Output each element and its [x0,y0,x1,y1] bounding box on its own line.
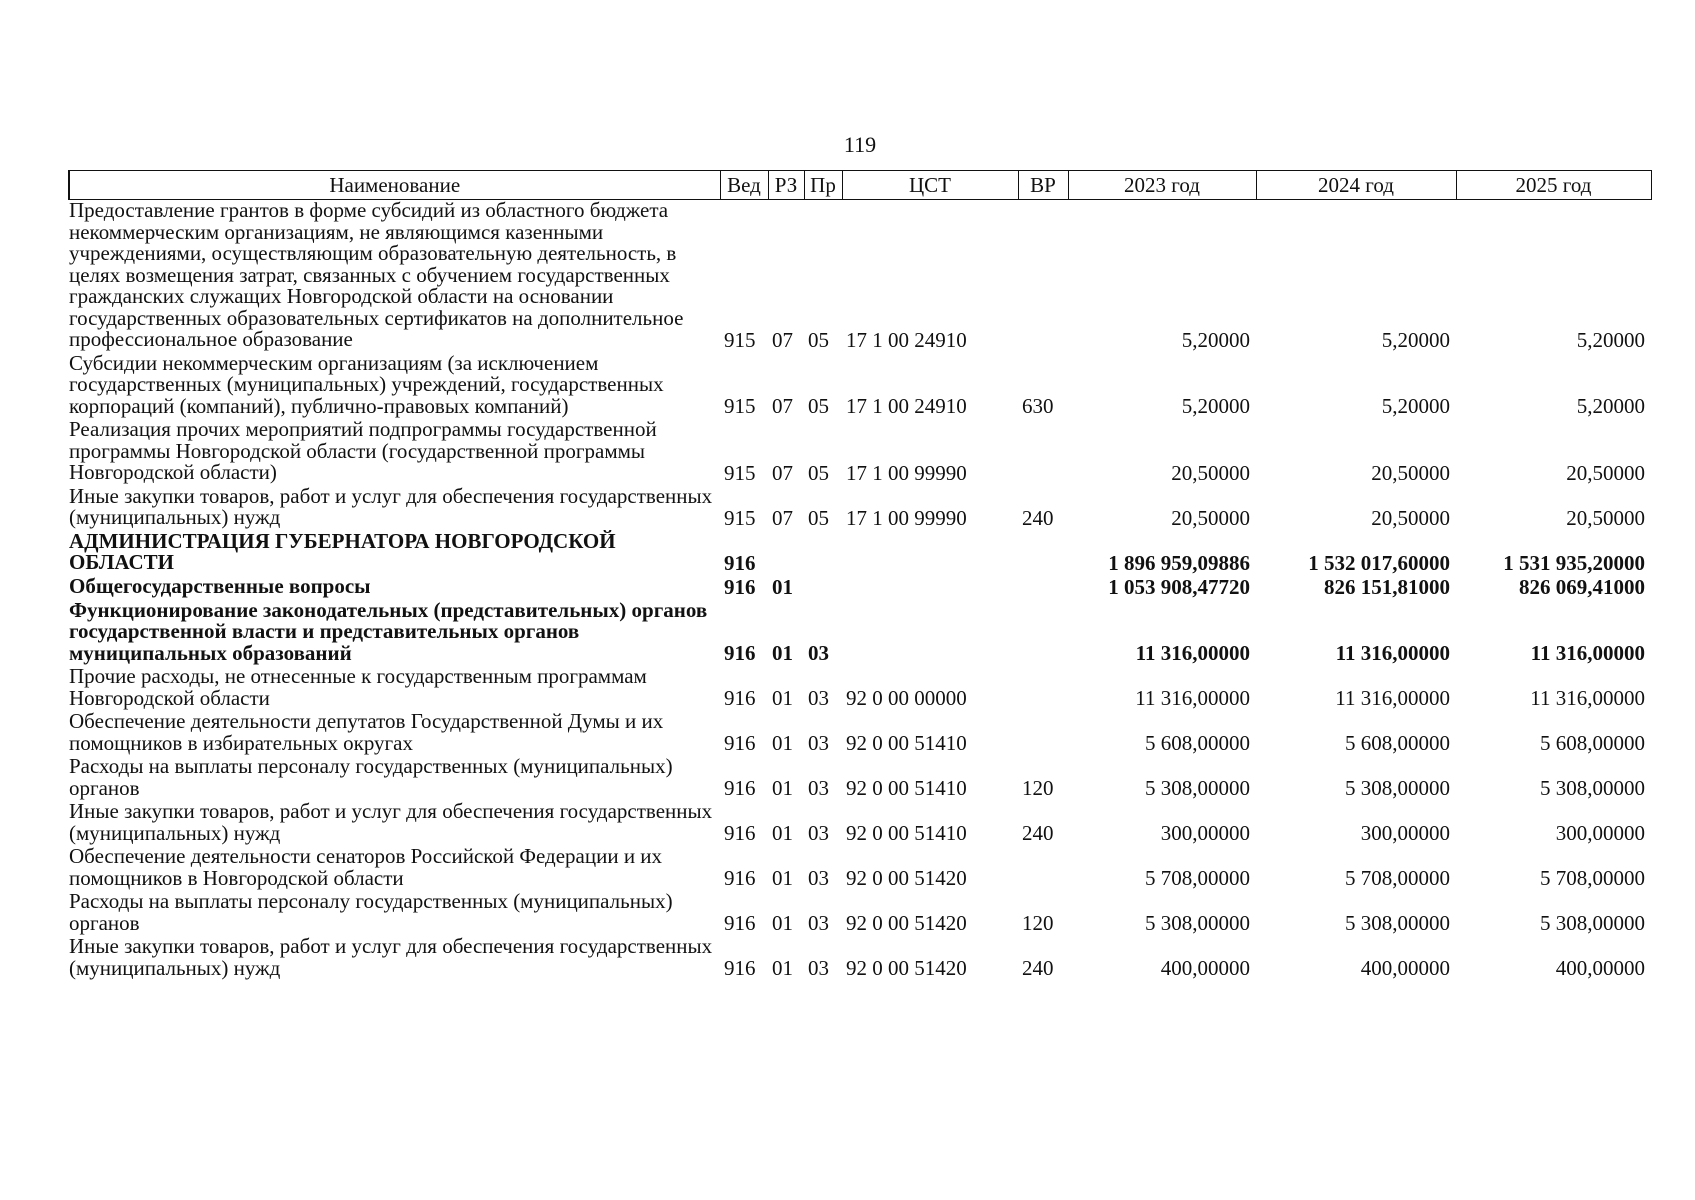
row-rz: 07 [772,460,793,485]
row-ved: 916 [724,641,756,665]
header-rz: РЗ [768,171,804,200]
row-rz [768,531,804,576]
row-pr: 03 [808,866,829,890]
row-value-2025: 5 308,00000 [1540,911,1645,935]
row-pr: 05 [808,460,829,485]
row-value-2025: 5 308,00000 [1540,776,1645,800]
row-value-2023: 400,00000 [1160,956,1250,980]
row-pr: 05 [808,505,829,530]
row-value-2024: 11 316,00000 [1335,641,1450,665]
row-value-2023: 1 053 908,47720 [1108,574,1250,599]
row-value-2024: 20,50000 [1371,460,1450,485]
row-vr: 120 [1022,911,1054,935]
row-value-2023: 20,50000 [1171,460,1250,485]
row-value-2025: 11 316,00000 [1530,641,1645,665]
row-cst: 92 0 00 51420 [846,911,967,935]
header-pr: Пр [804,171,842,200]
row-name: Иные закупки товаров, работ и услуг для обеспечения государственных (муниципальных) нужд [69,483,713,529]
row-cst [842,600,1018,667]
row-ved: 916 [724,956,756,980]
row-value-2023: 1 896 959,09886 [1108,550,1250,575]
header-2024: 2024 год [1256,171,1456,200]
row-rz: 01 [772,731,793,755]
row-cst: 92 0 00 51410 [846,776,967,800]
row-ved: 916 [724,550,756,575]
row-pr: 03 [808,731,829,755]
row-value-2025: 300,00000 [1555,821,1645,845]
page-number: 119 [843,132,877,157]
table-row [69,846,1651,891]
row-ved: 915 [724,327,756,352]
row-value-2024: 5 708,00000 [1345,866,1450,890]
row-name: Расходы на выплаты персоналу государственных (муниципальных) органов [69,889,673,935]
row-pr: 03 [808,821,829,845]
row-cst: 92 0 00 00000 [846,686,967,710]
row-value-2024: 20,50000 [1371,505,1450,530]
row-ved: 916 [724,776,756,800]
row-cst: 17 1 00 99990 [846,505,967,530]
row-ved: 916 [724,731,756,755]
table-body [69,200,1651,982]
row-rz: 01 [772,574,793,599]
row-value-2024: 11 316,00000 [1335,686,1450,710]
table-row [69,936,1651,981]
row-value-2023: 5,20000 [1181,394,1250,418]
header-cst: ЦСТ [842,171,1018,200]
table-header [69,171,1651,200]
row-name: Расходы на выплаты персоналу государственных (муниципальных) органов [69,754,673,800]
row-value-2024: 5,20000 [1381,394,1450,418]
row-ved: 916 [724,911,756,935]
row-value-2025: 5,20000 [1576,394,1645,418]
row-value-2025: 1 531 935,20000 [1503,550,1645,575]
row-value-2025: 20,50000 [1566,460,1645,485]
row-name: Иные закупки товаров, работ и услуг для обеспечения государственных (муниципальных) нужд [69,934,713,980]
table-row [69,756,1651,801]
row-cst [842,576,1018,600]
row-name: АДМИНИСТРАЦИЯ ГУБЕРНАТОРА НОВГОРОДСКОЙ ОБЛАСТИ [69,528,616,574]
row-value-2023: 5 708,00000 [1145,866,1250,890]
row-vr: 240 [1022,821,1054,845]
row-value-2024: 826 151,81000 [1324,574,1450,599]
header-ved: Вед [720,171,768,200]
row-value-2025: 400,00000 [1555,956,1645,980]
row-name: Иные закупки товаров, работ и услуг для обеспечения государственных (муниципальных) нужд [69,799,713,845]
row-cst: 17 1 00 99990 [846,460,967,485]
row-value-2023: 20,50000 [1171,505,1250,530]
row-pr: 03 [808,686,829,710]
row-rz: 07 [772,394,793,418]
row-cst: 17 1 00 24910 [846,327,967,352]
row-rz: 01 [772,866,793,890]
row-cst: 17 1 00 24910 [846,394,967,418]
row-value-2023: 5,20000 [1181,327,1250,352]
row-name: Предоставление грантов в форме субсидий из областного бюджета некоммерческим организациям, не являющимся казенными учреждениями, осуществляющим образовательную деятельность, в целях возмещения затрат, связанных с обучением государственных гражданских служащих Новгородской области на основании государственных образовательных сертификатов на дополнительное профессиональное образование [69,198,684,351]
table-row [69,891,1651,936]
row-value-2025: 20,50000 [1566,505,1645,530]
row-rz: 07 [772,505,793,530]
row-vr [1018,600,1068,667]
row-name: Прочие расходы, не отнесенные к государственным программам Новгородской области [69,664,647,710]
row-name: Функционирование законодательных (представительных) органов государственной власти и представительных органов муниципальных образований [69,597,708,665]
row-value-2024: 1 532 017,60000 [1308,550,1450,575]
header-2023: 2023 год [1068,171,1256,200]
table-row [69,801,1651,846]
row-pr: 03 [808,776,829,800]
row-ved: 916 [724,574,756,599]
table-row [69,531,1651,576]
table-row [69,486,1651,531]
table-row [69,576,1651,600]
row-pr [804,576,842,600]
row-pr: 03 [808,911,829,935]
header-name: Наименование [69,171,720,200]
row-value-2025: 11 316,00000 [1530,686,1645,710]
row-value-2024: 5 308,00000 [1345,911,1450,935]
row-name: Реализация прочих мероприятий подпрограммы государственной программы Новгородской области (государственной программы Новгородской области) [69,417,657,484]
budget-table [68,170,1652,981]
row-value-2024: 5,20000 [1381,327,1450,352]
row-cst [842,531,1018,576]
row-vr [1018,419,1068,486]
row-cst: 92 0 00 51410 [846,821,967,845]
row-value-2023: 11 316,00000 [1135,686,1250,710]
table-row [69,666,1651,711]
row-rz: 07 [772,327,793,352]
row-value-2023: 5 608,00000 [1145,731,1250,755]
row-cst: 92 0 00 51410 [846,731,967,755]
row-value-2024: 5 608,00000 [1345,731,1450,755]
row-cst: 92 0 00 51420 [846,956,967,980]
row-vr [1018,576,1068,600]
row-rz: 01 [772,956,793,980]
row-value-2023: 5 308,00000 [1145,776,1250,800]
row-value-2025: 5,20000 [1576,327,1645,352]
table-row [69,353,1651,420]
row-value-2025: 826 069,41000 [1519,574,1645,599]
row-pr: 05 [808,394,829,418]
row-vr: 630 [1022,394,1054,418]
row-ved: 916 [724,866,756,890]
table-row [69,200,1651,353]
row-ved: 915 [724,460,756,485]
row-vr [1018,531,1068,576]
row-pr: 03 [808,956,829,980]
row-pr: 05 [808,327,829,352]
row-rz: 01 [772,686,793,710]
row-rz: 01 [772,641,793,665]
row-ved: 916 [724,686,756,710]
row-pr [804,531,842,576]
row-name: Обеспечение деятельности депутатов Государственной Думы и их помощников в избирательных округах [69,709,664,755]
row-value-2025: 5 608,00000 [1540,731,1645,755]
row-vr: 240 [1022,505,1054,530]
row-rz: 01 [772,776,793,800]
row-name: Общегосударственные вопросы [69,574,371,598]
row-vr [1018,846,1068,891]
row-vr: 120 [1022,776,1054,800]
row-rz: 01 [772,821,793,845]
row-value-2023: 11 316,00000 [1135,641,1250,665]
table-row [69,419,1651,486]
row-ved: 916 [724,821,756,845]
row-value-2024: 400,00000 [1360,956,1450,980]
row-value-2024: 5 308,00000 [1345,776,1450,800]
table-row [69,600,1651,667]
row-value-2024: 300,00000 [1360,821,1450,845]
row-rz: 01 [772,911,793,935]
row-value-2023: 300,00000 [1160,821,1250,845]
header-vr: ВР [1018,171,1068,200]
row-vr [1018,200,1068,353]
row-vr [1018,711,1068,756]
row-vr [1018,666,1068,711]
row-ved: 915 [724,394,756,418]
table-row [69,711,1651,756]
row-cst: 92 0 00 51420 [846,866,967,890]
row-name: Обеспечение деятельности сенаторов Российской Федерации и их помощников в Новгородской области [69,844,663,890]
row-ved: 915 [724,505,756,530]
row-pr: 03 [808,641,829,665]
row-vr: 240 [1022,956,1054,980]
row-name: Субсидии некоммерческим организациям (за исключением государственных (муниципальных) учреждений, государственных корпораций (компаний), публично-правовых компаний) [69,350,664,418]
row-value-2023: 5 308,00000 [1145,911,1250,935]
header-2025: 2025 год [1456,171,1651,200]
row-value-2025: 5 708,00000 [1540,866,1645,890]
